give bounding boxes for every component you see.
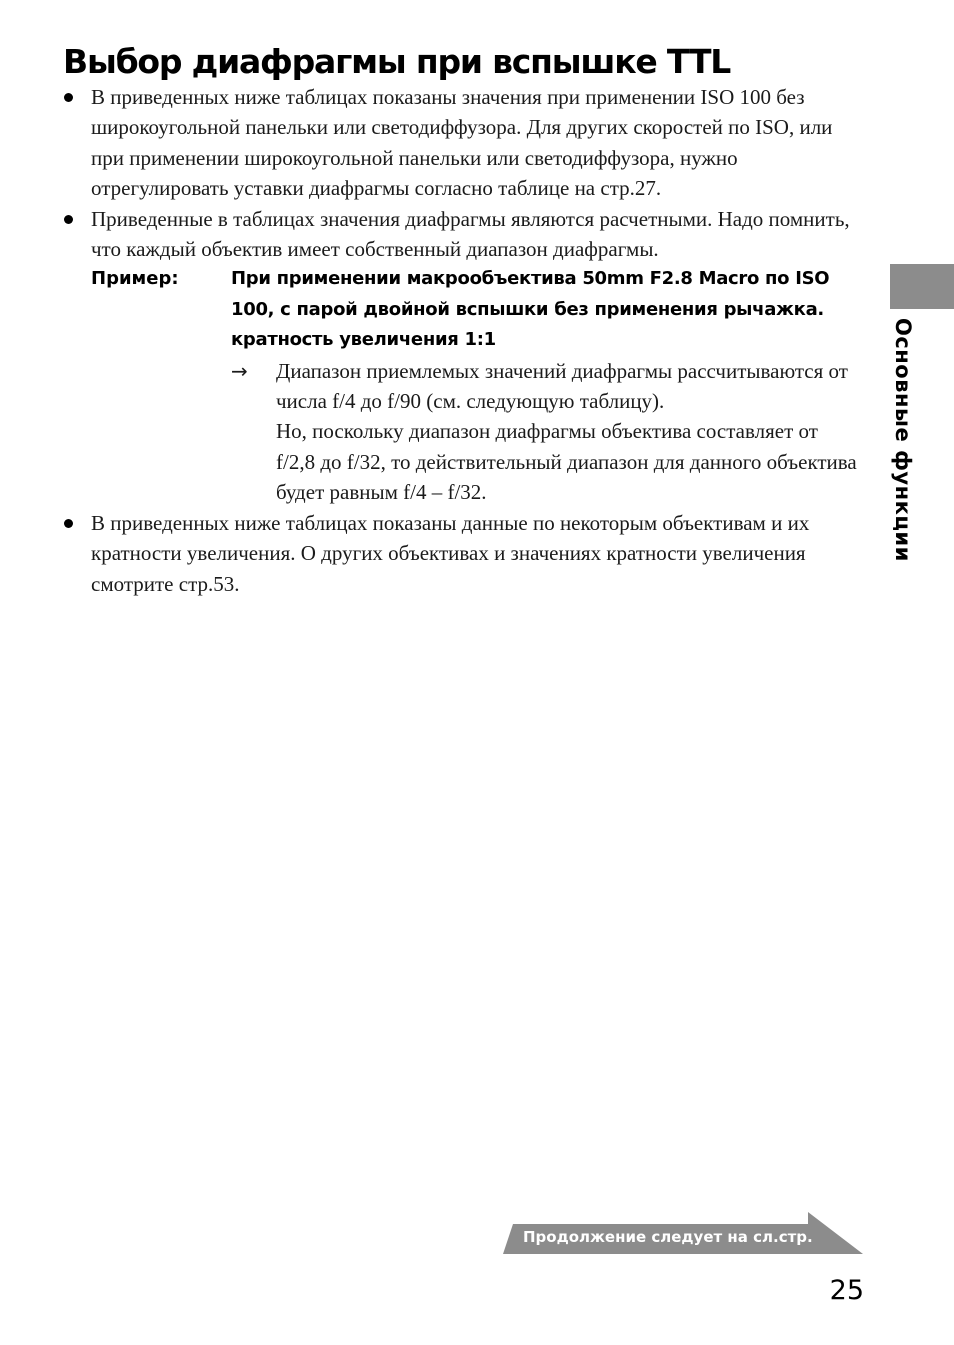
continue-label: Продолжение следует на сл.стр. bbox=[523, 1228, 813, 1246]
bullet-item-iso-note bbox=[60, 82, 860, 204]
continue-banner bbox=[503, 1212, 863, 1254]
example-result-range: Диапазон приемлемых значений диафрагмы рассчитываются от числа f/4 до f/90 (см. следующую таблицу). bbox=[276, 358, 848, 414]
bullet-dot-icon bbox=[64, 93, 73, 102]
example-text: При применении макрообъектива 50mm F2.8 Macro по ISO 100, с парой двойной вспышки без применения рычажка. кратность увеличения 1:1 bbox=[231, 268, 830, 351]
section-tab-marker bbox=[890, 264, 954, 309]
right-arrow-icon: → bbox=[231, 358, 248, 383]
bullet-dot-icon bbox=[64, 215, 73, 224]
page-number: 25 bbox=[829, 1275, 864, 1306]
bullet-item-aperture-note bbox=[60, 204, 860, 265]
example-result bbox=[231, 356, 860, 508]
section-tab-label: Основные функции bbox=[891, 318, 915, 562]
bullet-text: В приведенных ниже таблицах показаны данные по некоторым объективам и их кратности увеличения. О других объективах и значениях кратности увеличения смотрите стр.53. bbox=[91, 510, 810, 596]
example-result-effective: Но, поскольку диапазон диафрагмы объектива составляет от f/2,8 до f/32, то действительный диапазон для данного объектива будет равным f/4 – f/32. bbox=[276, 419, 857, 505]
example-block bbox=[91, 264, 860, 507]
example-label: Пример: bbox=[91, 268, 179, 290]
bullet-dot-icon bbox=[64, 519, 73, 528]
bullet-item-lens-note bbox=[60, 508, 860, 599]
main-content bbox=[60, 82, 860, 599]
bullet-text: В приведенных ниже таблицах показаны значения при применении ISO 100 без широкоугольной панельки или светодиффузора. Для других скоростей по ISO, или при применении широкоугольной панельки или светодиффузора, нужно отрегулировать уставки диафрагмы согласно таблице на стр.27. bbox=[91, 85, 833, 201]
page-title: Выбор диафрагмы при вспышке TTL bbox=[63, 42, 731, 81]
bullet-text: Приведенные в таблицах значения диафрагмы являются расчетными. Надо помнить, что каждый объектив имеет собственный диапазон диафрагмы. bbox=[91, 206, 850, 262]
